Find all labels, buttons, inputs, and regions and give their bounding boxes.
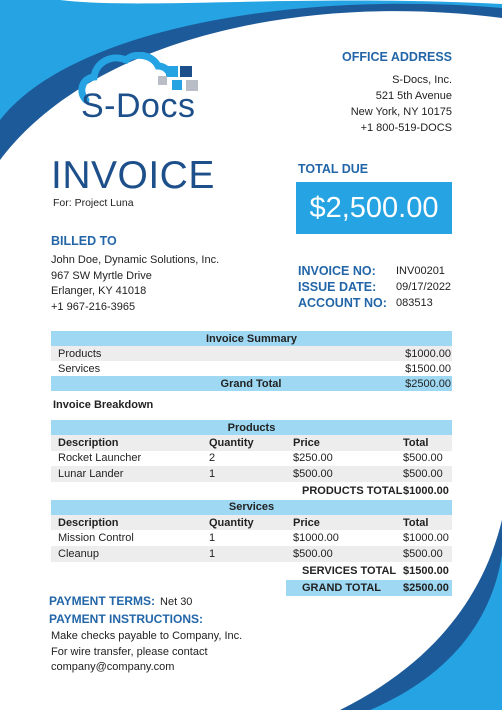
meta-value: 09/17/2022 [396,281,452,293]
column-header: Total [403,436,429,449]
table-row [51,346,452,361]
logo-wordmark: S-Docs [81,87,196,125]
meta-label: ACCOUNT NO: [298,296,387,310]
cell: 1 [209,547,216,560]
payment-instruction-line: For wire transfer, please contact [51,645,208,658]
invoice-summary-table [51,331,452,391]
meta-value: 083513 [396,297,433,309]
table-row [51,361,452,376]
payment-instructions-heading: PAYMENT INSTRUCTIONS: [49,612,204,626]
cell: 1 [209,467,216,480]
cell: Cleanup [58,547,99,560]
office-address [342,50,452,136]
summary-value: $1000.00 [405,347,451,360]
cell: Lunar Lander [58,467,124,480]
services-total-label: SERVICES TOTAL [302,564,397,577]
payment-terms-label: PAYMENT TERMS: [49,594,156,608]
billed-to-line: Erlanger, KY 41018 [51,285,147,297]
invoice-meta [298,263,451,311]
table-row [51,466,452,482]
payment-instructions [51,629,242,676]
products-total-row [51,482,452,500]
payment-terms [49,594,192,608]
office-address-line: +1 800-519-DOCS [360,122,452,134]
logo-pixel [158,76,167,85]
table-row [51,546,452,562]
products-total-label: PRODUCTS TOTAL [302,484,403,497]
summary-heading: Invoice Summary [205,332,298,345]
summary-label: Products [58,347,102,360]
office-address-line: New York, NY 10175 [350,106,452,118]
column-header-row [51,515,452,531]
services-heading: Services [228,501,275,514]
column-header: Price [293,516,320,529]
summary-grand-total-label: Grand Total [220,377,282,390]
meta-label: INVOICE NO: [298,264,376,278]
billed-to-line: 967 SW Myrtle Drive [51,269,152,282]
office-address-line: 521 5th Avenue [375,90,452,102]
services-total-value: $1500.00 [403,564,449,577]
invoice-project: For: Project Luna [53,197,134,209]
meta-value: INV00201 [396,265,445,277]
invoice-title: INVOICE [51,154,215,197]
cell: 1 [209,532,216,545]
cell: $500.00 [403,547,443,560]
issue-date-row [298,279,451,295]
cell: $1000.00 [403,532,449,545]
summary-grand-total-row [51,376,452,391]
payment-terms-value: Net 30 [160,596,193,608]
column-header: Description [58,516,119,529]
summary-grand-total-value: $2500.00 [405,377,451,390]
summary-label: Services [58,362,101,375]
cell: $500.00 [403,467,443,480]
table-row [51,530,452,546]
invoice-number-row [298,263,451,279]
payment-instruction-line: company@company.com [51,661,175,673]
cell: Rocket Launcher [58,452,142,465]
services-heading-row [51,500,452,515]
grand-total-label: GRAND TOTAL [286,580,396,596]
logo-pixel [166,66,178,77]
summary-value: $1500.00 [405,362,451,375]
summary-heading-row [51,331,452,346]
table-row [51,451,452,467]
invoice-breakdown-table [51,420,452,596]
cell: 2 [209,452,216,465]
grand-total-value: $2500.00 [396,580,452,596]
breakdown-title: Invoice Breakdown [53,399,154,411]
cell: $1000.00 [293,532,339,545]
column-header: Total [403,516,429,529]
office-address-line: S-Docs, Inc. [392,74,452,86]
billed-to-address [51,253,219,315]
logo-pixel [180,66,192,77]
billed-to-line: +1 967-216-3965 [51,300,136,313]
column-header: Description [58,436,119,449]
column-header: Quantity [209,516,254,529]
total-due-heading: TOTAL DUE [298,162,369,176]
cell: Mission Control [58,532,134,545]
products-total-value: $1000.00 [403,484,449,497]
column-header-row [51,435,452,451]
cell: $250.00 [293,452,333,465]
cell: $500.00 [293,547,333,560]
column-header: Quantity [209,436,254,449]
cell: $500.00 [293,467,333,480]
products-heading-row [51,420,452,435]
column-header: Price [293,436,320,449]
products-heading: Products [227,421,276,434]
account-number-row [298,295,451,311]
billed-to-line: John Doe, Dynamic Solutions, Inc. [51,254,220,266]
total-due-amount: $2,500.00 [296,182,452,234]
office-address-heading: OFFICE ADDRESS [342,50,452,64]
meta-label: ISSUE DATE: [298,280,377,294]
payment-instruction-line: Make checks payable to Company, Inc. [51,630,243,642]
cell: $500.00 [403,452,443,465]
billed-to-heading: BILLED TO [51,234,117,248]
services-total-row [51,562,452,580]
